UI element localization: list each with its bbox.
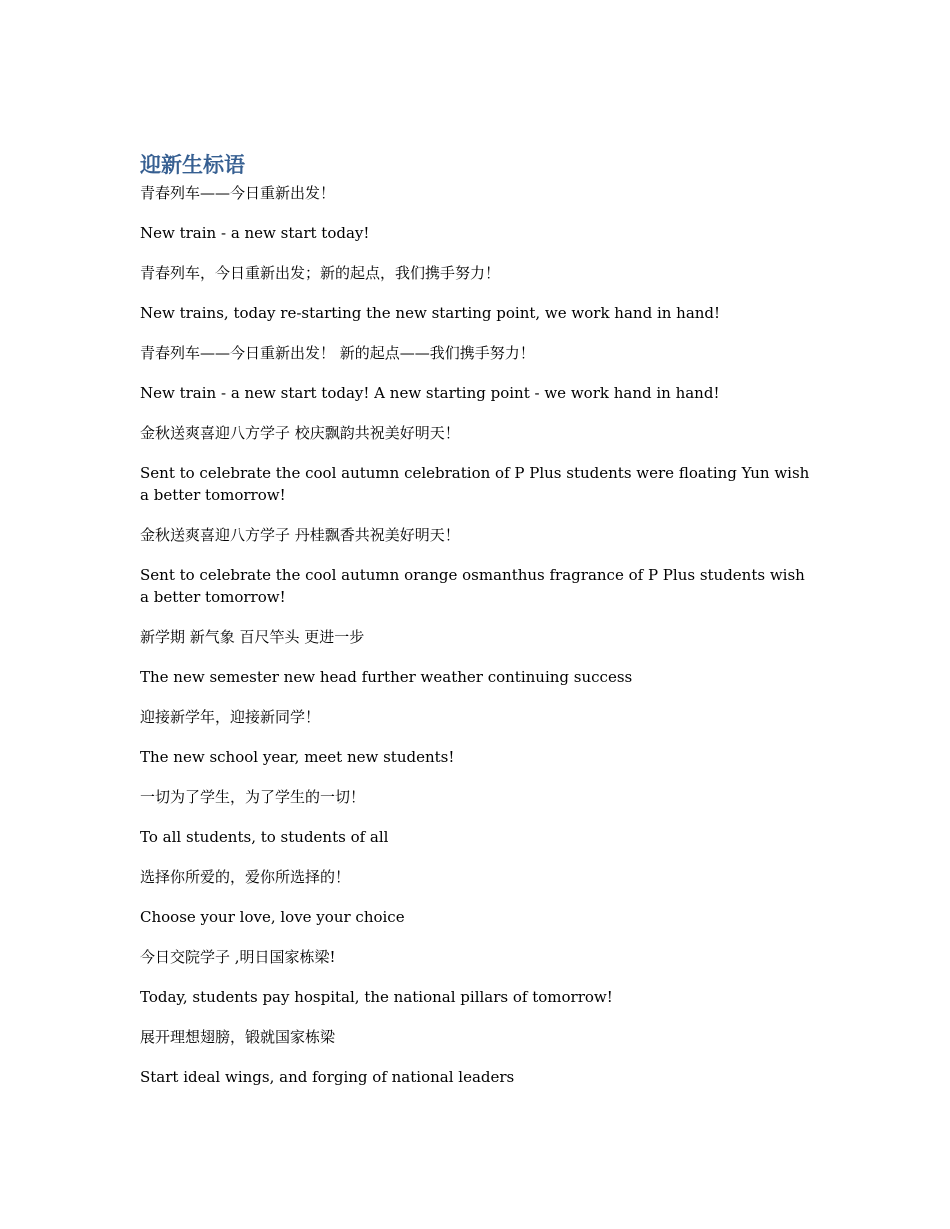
document-body bbox=[140, 150, 812, 1106]
slogan-line: The new school year, meet new students! bbox=[140, 748, 455, 766]
slogan-line: 青春列车，今日重新出发；新的起点，我们携手努力！ bbox=[140, 264, 501, 282]
slogan-line: New trains, today re-starting the new starting point, we work hand in hand! bbox=[140, 304, 721, 322]
slogan-line: 金秋送爽喜迎八方学子 丹桂飘香共祝美好明天！ bbox=[140, 526, 460, 544]
slogan-line: New train - a new start today! bbox=[140, 224, 370, 242]
slogan-line: 新学期 新气象 百尺竿头 更进一步 bbox=[140, 628, 365, 646]
page-title: 迎新生标语 bbox=[140, 153, 245, 177]
slogan-line: 展开理想翅膀，锻就国家栋梁 bbox=[140, 1028, 336, 1046]
slogan-line: 金秋送爽喜迎八方学子 校庆飘韵共祝美好明天！ bbox=[140, 424, 460, 442]
slogan-line: 选择你所爱的，爱你所选择的！ bbox=[140, 868, 351, 886]
slogan-line: To all students, to students of all bbox=[140, 828, 389, 846]
slogan-line: 今日交院学子 ,明日国家栋梁! bbox=[140, 948, 336, 966]
slogan-list bbox=[140, 182, 812, 1088]
slogan-line: Start ideal wings, and forging of national leaders bbox=[140, 1068, 515, 1086]
slogan-line: New train - a new start today! A new starting point - we work hand in hand! bbox=[140, 384, 720, 402]
slogan-line: 青春列车——今日重新出发！ 新的起点——我们携手努力！ bbox=[140, 344, 535, 362]
slogan-line: Today, students pay hospital, the national pillars of tomorrow! bbox=[140, 988, 613, 1006]
slogan-line: 青春列车——今日重新出发！ bbox=[140, 184, 336, 202]
slogan-line: 迎接新学年，迎接新同学！ bbox=[140, 708, 321, 726]
slogan-line: Sent to celebrate the cool autumn celebration of P Plus students were floating Yun wish a better tomorrow! bbox=[140, 464, 810, 504]
slogan-line: Choose your love, love your choice bbox=[140, 908, 405, 926]
slogan-line: The new semester new head further weather continuing success bbox=[140, 668, 633, 686]
slogan-line: 一切为了学生，为了学生的一切！ bbox=[140, 788, 366, 806]
slogan-line: Sent to celebrate the cool autumn orange osmanthus fragrance of P Plus students wish a better tomorrow! bbox=[140, 566, 805, 606]
